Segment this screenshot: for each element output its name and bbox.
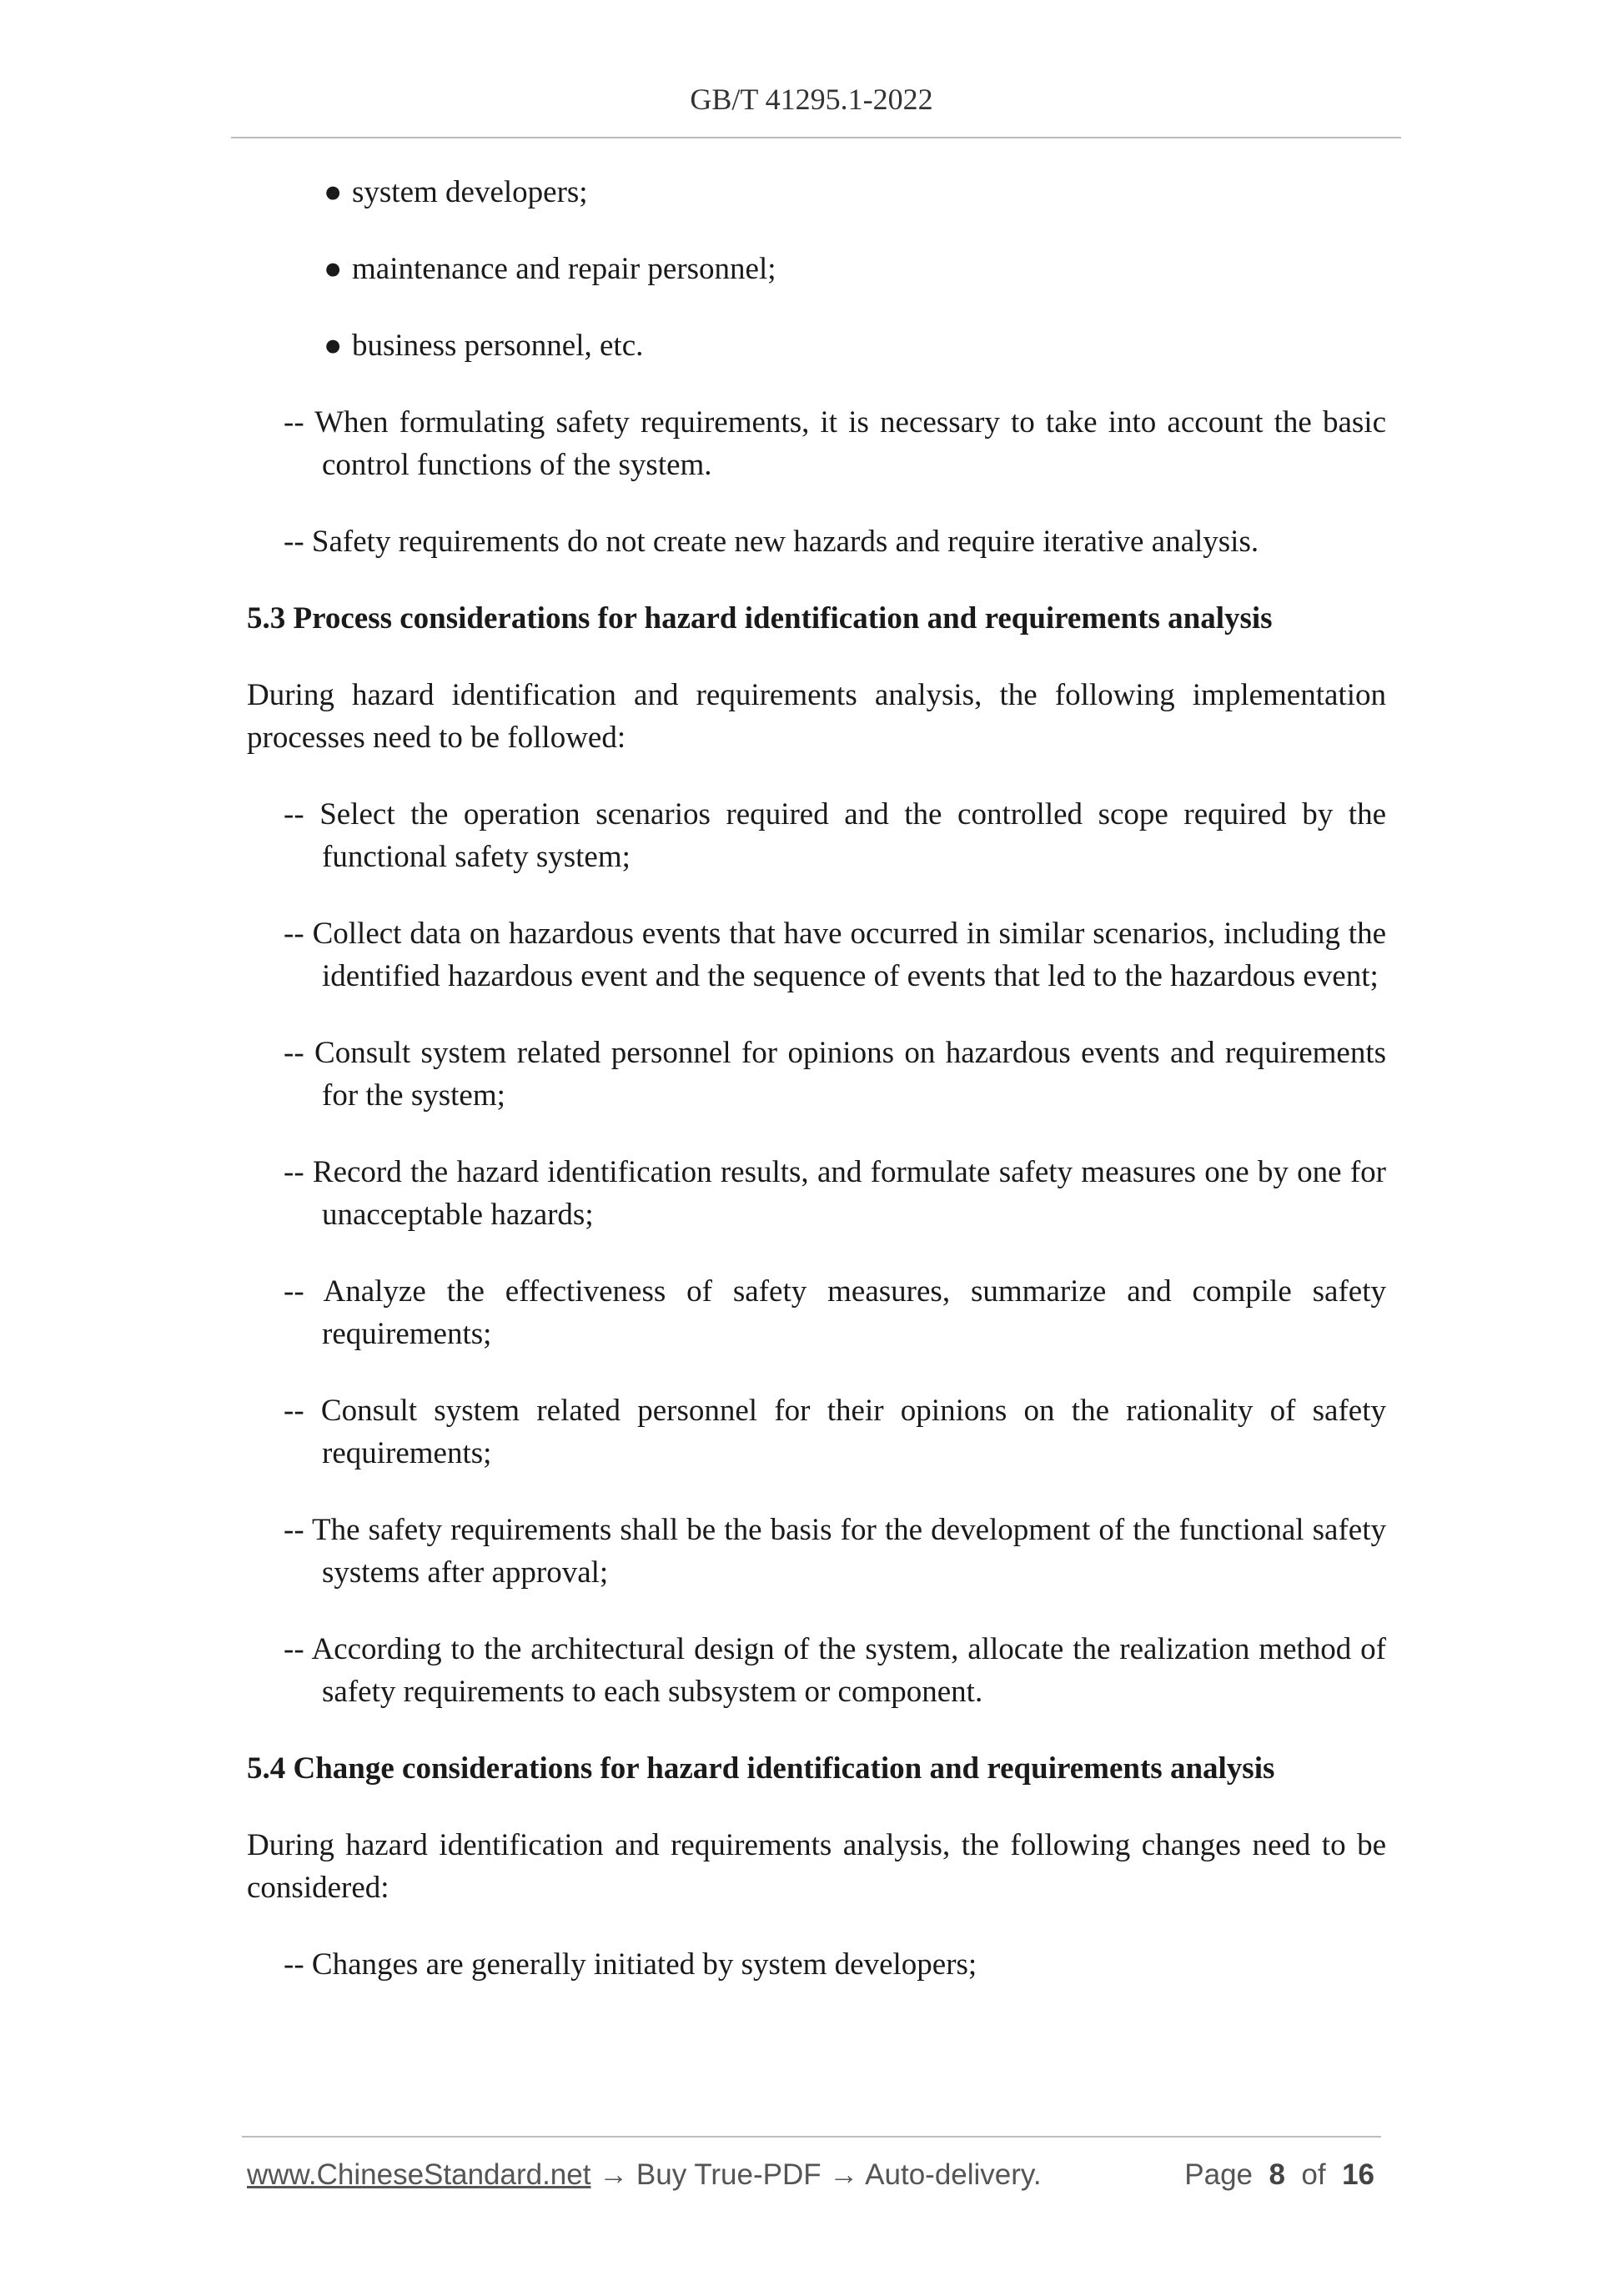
change-item: -- Changes are generally initiated by system developers;: [284, 1947, 977, 1982]
bullet-item: ● system developers;: [324, 171, 1386, 214]
header-divider: [231, 137, 1401, 138]
footer-divider: [242, 2136, 1381, 2138]
bullet-dot-icon: ●: [324, 252, 343, 286]
process-item: -- Select the operation scenarios required and the controlled scope required by the functional safety system;: [284, 797, 1386, 874]
section-intro-5-4: During hazard identification and requirements analysis, the following changes need to be considered:: [247, 1828, 1386, 1905]
page-header: GB/T 41295.1-2022: [690, 83, 933, 116]
page-footer: [247, 2158, 1374, 2192]
process-item: -- Consult system related personnel for their opinions on the rationality of safety requirements;: [284, 1394, 1386, 1470]
bullet-dot-icon: ●: [324, 329, 343, 363]
requirement-item: -- Safety requirements do not create new hazards and require iterative analysis.: [284, 525, 1259, 559]
process-item: -- Collect data on hazardous events that have occurred in similar scenarios, including the identified hazardous event and the sequence of events that led to the hazardous event;: [284, 917, 1386, 993]
site-link[interactable]: www.ChineseStandard.net: [247, 2158, 591, 2191]
process-item: -- Consult system related personnel for opinions on hazardous events and requirements for the system;: [284, 1036, 1386, 1113]
bullet-item: ● business personnel, etc.: [324, 324, 1386, 367]
process-item: -- According to the architectural design of the system, allocate the realization method of safety requirements to each subsystem or component.: [284, 1632, 1386, 1709]
total-page-number: 16: [1342, 2158, 1374, 2191]
document-body: [247, 171, 1386, 2020]
section-intro-5-3: During hazard identification and requirements analysis, the following implementation processes need to be followed:: [247, 678, 1386, 755]
bullet-item: ● maintenance and repair personnel;: [324, 248, 1386, 290]
page-indicator: Page 8 of 16: [1184, 2158, 1374, 2191]
footer-tagline: → Buy True-PDF → Auto-delivery.: [590, 2158, 1042, 2191]
process-item: -- Record the hazard identification results, and formulate safety measures one by one for unacceptable hazards;: [284, 1155, 1386, 1232]
process-item: -- Analyze the effectiveness of safety measures, summarize and compile safety requirements;: [284, 1274, 1386, 1351]
requirement-item: -- When formulating safety requirements, it is necessary to take into account the basic control functions of the system.: [284, 405, 1386, 482]
bullet-dot-icon: ●: [324, 175, 343, 209]
section-heading-5-3: 5.3 Process considerations for hazard identification and requirements analysis: [247, 601, 1273, 636]
section-heading-5-4: 5.4 Change considerations for hazard identification and requirements analysis: [247, 1751, 1275, 1786]
current-page-number: 8: [1269, 2158, 1285, 2191]
process-item: -- The safety requirements shall be the basis for the development of the functional safety systems after approval;: [284, 1513, 1386, 1590]
